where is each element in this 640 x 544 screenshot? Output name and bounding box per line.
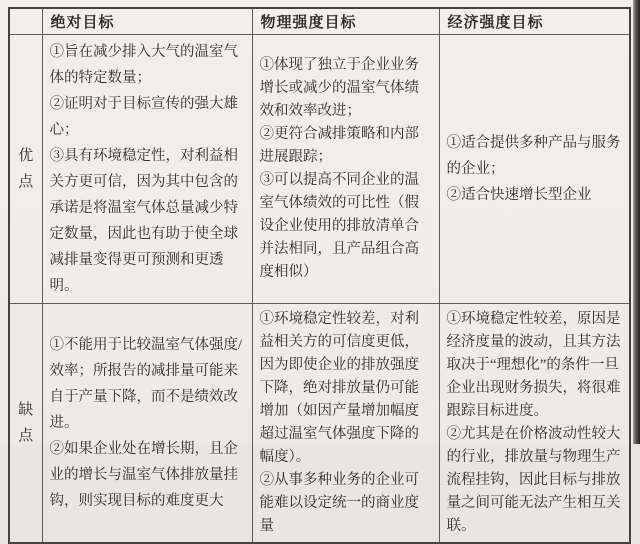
cell-disadvantages-absolute <box>42 304 252 544</box>
cell-disadvantages-economic <box>439 304 630 544</box>
header-row <box>9 8 630 35</box>
advantages-economic-item-1: ①适合提供多种产品与服务的企业； <box>446 135 621 177</box>
disadvantages-physical-item-2: ②从事多种业务的企业可能难以设定统一的商业度量 <box>259 472 419 534</box>
advantages-absolute-item-2: ②证明对于目标宣传的强大雄心； <box>49 96 238 138</box>
header-absolute-targets: 绝对目标 <box>42 8 252 35</box>
row-label-disadvantages: 缺点 <box>9 304 42 544</box>
comparison-table <box>8 7 631 544</box>
advantages-physical-item-3: ③可以提高不同企业的温室气体绩效的可比性（假设企业使用的排放清单合并法相同，且产品组合高度相似） <box>259 172 419 280</box>
cell-advantages-physical <box>252 35 439 304</box>
disadvantages-absolute-item-1: ①不能用于比较温室气体强度/效率；所报告的减排量可能来自于产量下降，而不是绩效改进。 <box>49 337 243 431</box>
row-label-advantages: 优点 <box>9 35 42 304</box>
header-economic-intensity-targets: 经济强度目标 <box>439 8 630 35</box>
advantages-physical-item-2: ②更符合减排策略和内部进展跟踪； <box>259 126 419 165</box>
cell-advantages-absolute <box>42 35 252 304</box>
disadvantages-economic-item-2: ②尤其是在价格波动性较大的行业，排放量与物理生产流程挂钩，因此目标与排放量之间可能无法产生相互关联。 <box>446 426 621 534</box>
disadvantages-row <box>9 304 630 544</box>
advantages-absolute-item-3: ③具有环境稳定性，对利益相关方更可信，因为其中包含的承诺是将温室气体总量减少特定数量，因此也有助于使全球减排量变得更可预测和更透明。 <box>49 148 238 294</box>
cell-advantages-economic <box>439 35 630 304</box>
disadvantages-physical-item-1: ①环境稳定性较差，对利益相关方的可信度更低，因为即使企业的排放强度下降，绝对排放量仍可能增加（如因产量增加幅度超过温室气体强度下降的幅度）。 <box>259 311 419 465</box>
header-physical-intensity-targets: 物理强度目标 <box>252 8 439 35</box>
cell-disadvantages-physical <box>252 304 439 544</box>
advantages-economic-item-2: ②适合快速增长型企业 <box>446 187 592 203</box>
disadvantages-absolute-item-2: ②如果企业处在增长期，且企业的增长与温室气体排放量挂钩，则实现目标的难度更大 <box>49 441 238 509</box>
disadvantages-economic-item-1: ①环境稳定性较差，原因是经济度量的波动，且其方法取决于“理想化”的条件一旦企业出现财务损失，将很难跟踪目标进度。 <box>446 311 621 419</box>
advantages-row <box>9 35 630 304</box>
advantages-physical-item-1: ①体现了独立于企业业务增长或减少的温室气体绩效和效率改进； <box>259 57 419 119</box>
header-corner-cell <box>9 8 42 35</box>
photo-edge-shadow <box>633 0 640 444</box>
advantages-absolute-item-1: ①旨在减少排入大气的温室气体的特定数量； <box>49 44 238 86</box>
